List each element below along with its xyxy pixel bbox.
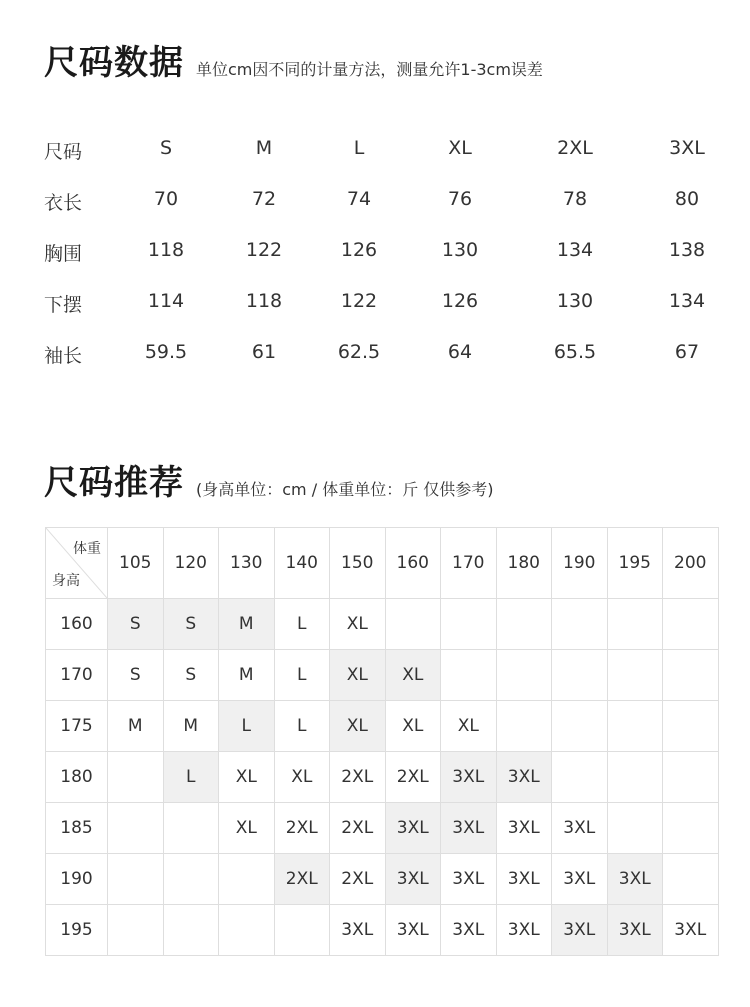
size-value: M <box>255 137 273 159</box>
size-value: 122 <box>340 290 378 312</box>
size-recommend-cell <box>163 905 219 956</box>
size-recommend-title: 尺码推荐 <box>44 463 184 503</box>
size-data-table <box>44 125 724 380</box>
size-recommend-cell <box>607 650 663 701</box>
size-recommend-cell: S <box>108 650 164 701</box>
size-value: 76 <box>447 188 473 210</box>
row-label: 下摆 <box>44 294 83 316</box>
weight-header-cell: 180 <box>496 528 552 599</box>
size-data-row <box>44 329 724 380</box>
size-recommend-cell: 3XL <box>496 752 552 803</box>
size-value: 59.5 <box>144 341 188 363</box>
size-value: 67 <box>674 341 700 363</box>
size-recommend-cell: M <box>219 599 275 650</box>
size-recommend-cell <box>663 599 719 650</box>
size-recommend-cell: 3XL <box>385 905 441 956</box>
size-recommend-cell <box>219 854 275 905</box>
size-recommend-cell: 3XL <box>441 905 497 956</box>
row-label: 袖长 <box>44 345 83 367</box>
size-recommend-cell <box>108 854 164 905</box>
size-recommend-cell: M <box>108 701 164 752</box>
grid-row <box>46 650 719 701</box>
size-recommend-cell: 3XL <box>552 803 608 854</box>
size-recommend-cell: 3XL <box>663 905 719 956</box>
height-label: 身高 <box>52 573 80 589</box>
size-recommend-grid <box>45 527 719 956</box>
size-value: XL <box>448 137 472 159</box>
weight-header-cell: 120 <box>163 528 219 599</box>
size-value: 72 <box>251 188 277 210</box>
size-value: 74 <box>346 188 372 210</box>
size-recommend-cell: XL <box>441 701 497 752</box>
size-recommend-cell: 3XL <box>441 803 497 854</box>
size-data-heading <box>44 43 543 83</box>
size-recommend-cell: S <box>163 650 219 701</box>
size-recommend-cell <box>663 854 719 905</box>
size-value: 64 <box>447 341 473 363</box>
size-recommend-cell: 3XL <box>552 854 608 905</box>
size-recommend-cell <box>552 599 608 650</box>
size-recommend-cell: 2XL <box>274 803 330 854</box>
row-label: 胸围 <box>44 243 83 265</box>
size-recommend-cell <box>108 752 164 803</box>
size-value: 134 <box>668 290 706 312</box>
size-recommend-cell <box>607 803 663 854</box>
size-value: 2XL <box>557 137 593 159</box>
size-recommend-cell: XL <box>274 752 330 803</box>
size-value: 130 <box>441 239 479 261</box>
size-value: 138 <box>668 239 706 261</box>
size-recommend-cell: XL <box>385 650 441 701</box>
size-value: 126 <box>340 239 378 261</box>
size-recommend-cell: 2XL <box>330 854 386 905</box>
size-recommend-heading <box>44 463 494 503</box>
size-recommend-cell: 3XL <box>552 905 608 956</box>
size-data-header-row <box>44 125 724 176</box>
weight-header-cell: 160 <box>385 528 441 599</box>
height-header-cell: 195 <box>46 905 108 956</box>
size-value: 126 <box>441 290 479 312</box>
size-recommend-cell: 3XL <box>441 752 497 803</box>
size-data-row <box>44 278 724 329</box>
grid-header-row <box>46 528 719 599</box>
size-value: 122 <box>245 239 283 261</box>
size-recommend-cell <box>552 752 608 803</box>
size-value: 70 <box>153 188 179 210</box>
size-recommend-subtitle: (身高单位：cm / 体重单位：斤 仅供参考) <box>196 480 494 499</box>
size-recommend-cell: 3XL <box>441 854 497 905</box>
size-value: L <box>353 137 365 159</box>
size-value: 65.5 <box>553 341 597 363</box>
size-recommend-cell: 3XL <box>496 905 552 956</box>
grid-corner-cell <box>46 528 108 599</box>
weight-header-cell: 105 <box>108 528 164 599</box>
size-recommend-cell <box>385 599 441 650</box>
size-recommend-cell: L <box>274 599 330 650</box>
height-header-cell: 175 <box>46 701 108 752</box>
size-recommend-cell: 3XL <box>330 905 386 956</box>
size-value: 118 <box>147 239 185 261</box>
weight-header-cell: 130 <box>219 528 275 599</box>
size-recommend-cell <box>274 905 330 956</box>
grid-row <box>46 599 719 650</box>
size-data-title: 尺码数据 <box>44 43 184 83</box>
size-recommend-cell: 3XL <box>496 854 552 905</box>
height-header-cell: 190 <box>46 854 108 905</box>
grid-row <box>46 854 719 905</box>
size-recommend-cell <box>219 905 275 956</box>
size-recommend-cell <box>496 650 552 701</box>
size-recommend-cell <box>163 803 219 854</box>
size-recommend-cell: 3XL <box>385 803 441 854</box>
size-recommend-cell: L <box>219 701 275 752</box>
size-recommend-cell <box>663 650 719 701</box>
size-recommend-cell <box>663 803 719 854</box>
size-recommend-cell: L <box>163 752 219 803</box>
size-recommend-cell: XL <box>219 752 275 803</box>
size-recommend-cell: L <box>274 701 330 752</box>
weight-header-cell: 150 <box>330 528 386 599</box>
size-recommend-cell <box>163 854 219 905</box>
grid-row <box>46 905 719 956</box>
weight-header-cell: 200 <box>663 528 719 599</box>
height-header-cell: 185 <box>46 803 108 854</box>
size-data-row <box>44 176 724 227</box>
size-recommend-cell <box>607 701 663 752</box>
size-recommend-cell <box>496 701 552 752</box>
size-recommend-cell <box>496 599 552 650</box>
height-header-cell: 170 <box>46 650 108 701</box>
size-recommend-cell <box>441 650 497 701</box>
size-recommend-cell: XL <box>330 650 386 701</box>
size-recommend-cell <box>441 599 497 650</box>
size-recommend-cell: 2XL <box>330 752 386 803</box>
size-value: S <box>159 137 173 159</box>
size-recommend-cell: M <box>163 701 219 752</box>
size-value: 78 <box>562 188 588 210</box>
weight-header-cell: 195 <box>607 528 663 599</box>
size-recommend-cell <box>552 650 608 701</box>
row-label: 尺码 <box>44 141 83 163</box>
size-recommend-cell: L <box>274 650 330 701</box>
height-header-cell: 160 <box>46 599 108 650</box>
size-data-subtitle: 单位cm因不同的计量方法，测量允许1-3cm误差 <box>196 60 543 79</box>
size-recommend-cell: S <box>163 599 219 650</box>
size-recommend-cell: XL <box>385 701 441 752</box>
grid-row <box>46 701 719 752</box>
size-recommend-cell <box>607 599 663 650</box>
row-label: 衣长 <box>44 192 83 214</box>
weight-label: 体重 <box>73 541 101 557</box>
size-value: 3XL <box>669 137 705 159</box>
size-recommend-cell: 3XL <box>385 854 441 905</box>
weight-header-cell: 190 <box>552 528 608 599</box>
size-recommend-cell: 2XL <box>274 854 330 905</box>
grid-row <box>46 752 719 803</box>
size-recommend-cell: XL <box>219 803 275 854</box>
size-recommend-cell: 3XL <box>496 803 552 854</box>
size-value: 114 <box>147 290 185 312</box>
size-recommend-cell <box>663 752 719 803</box>
weight-header-cell: 140 <box>274 528 330 599</box>
weight-header-cell: 170 <box>441 528 497 599</box>
size-recommend-cell <box>108 803 164 854</box>
grid-row <box>46 803 719 854</box>
size-value: 118 <box>245 290 283 312</box>
size-data-row <box>44 227 724 278</box>
size-recommend-cell: 3XL <box>607 905 663 956</box>
size-value: 62.5 <box>337 341 381 363</box>
size-recommend-cell <box>663 701 719 752</box>
size-recommend-cell: S <box>108 599 164 650</box>
size-recommend-cell: M <box>219 650 275 701</box>
size-recommend-cell: 2XL <box>330 803 386 854</box>
size-recommend-cell: 3XL <box>607 854 663 905</box>
size-value: 134 <box>556 239 594 261</box>
size-recommend-cell: XL <box>330 701 386 752</box>
size-value: 80 <box>674 188 700 210</box>
size-value: 130 <box>556 290 594 312</box>
size-recommend-cell <box>552 701 608 752</box>
size-recommend-cell <box>607 752 663 803</box>
height-header-cell: 180 <box>46 752 108 803</box>
size-recommend-cell: 2XL <box>385 752 441 803</box>
size-recommend-cell: XL <box>330 599 386 650</box>
size-recommend-cell <box>108 905 164 956</box>
size-value: 61 <box>251 341 277 363</box>
